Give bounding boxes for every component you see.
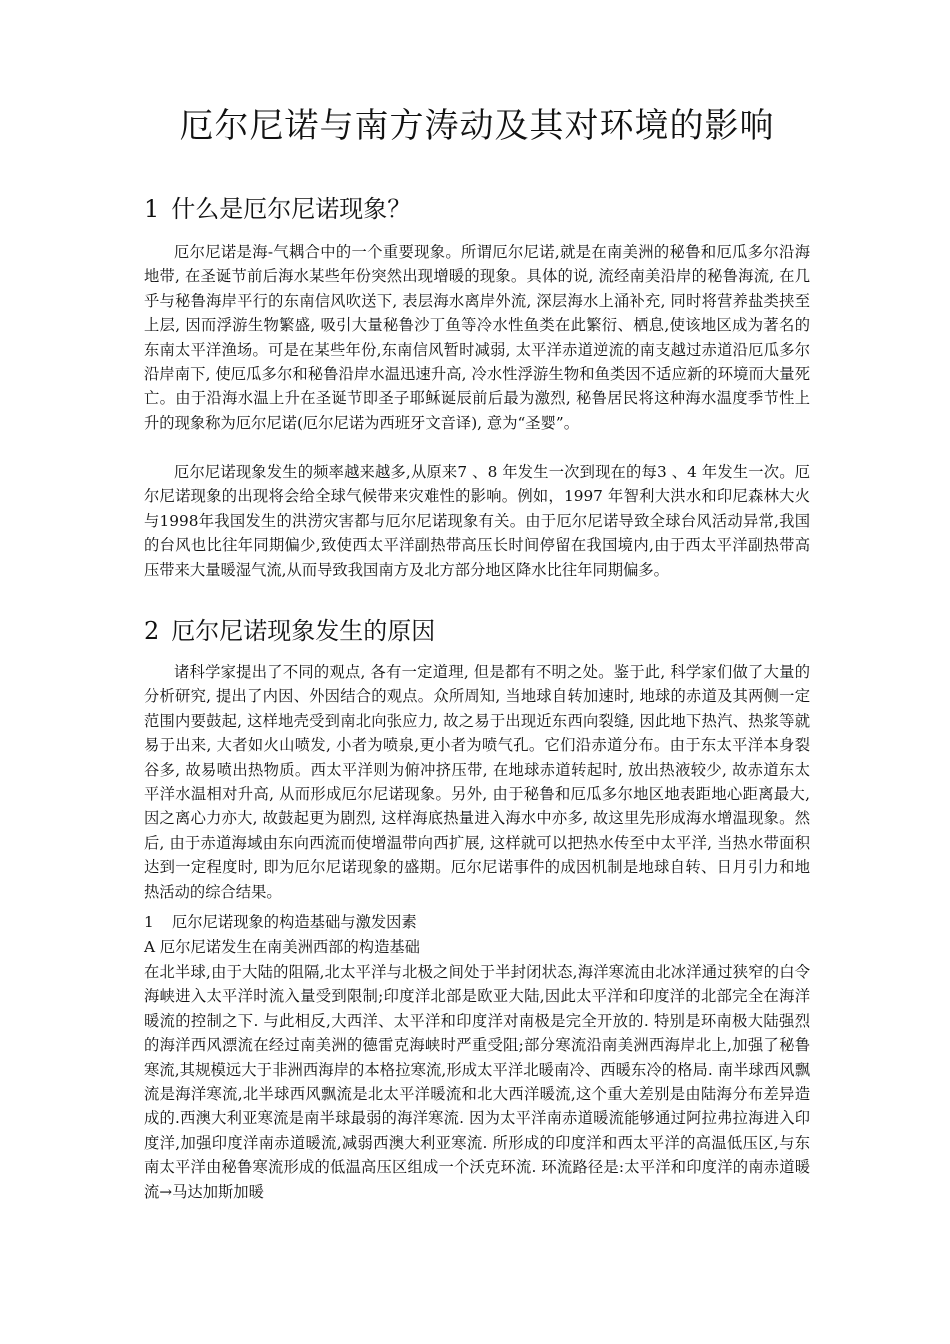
- section-2-paragraph: 诸科学家提出了不同的观点, 各有一定道理, 但是都有不明之处。鉴于此, 科学家们做了大量的分析研究, 提出了内因、外因结合的观点。众所周知, 当地球自转加速时, 地球的赤道及其两侧一定范围内要鼓起, 这样地壳受到南北向张应力, 故之易于出现近东西向裂缝, 因此地下热汽、热浆等就易于出来, 大者如火山喷发, 小者为喷泉,更小者为喷气孔。它们沿赤道分布。由于东太平洋本身裂谷多, 故易喷出热物质。西太平洋则为俯冲挤压带, 在地球赤道转起时, 放出热液较少, 故赤道东太平洋水温相对升高, 从而形成厄尔尼诺现象。另外, 由于秘鲁和厄瓜多尔地区地表距地心距离最大, 因之离心力亦大, 故鼓起更为剧烈, 这样海底热量进入海水中亦多, 故这里先形成海水增温现象。然后, 由于赤道海域由东向西流而使增温带向西扩展, 这样就可以把热水传至中太平洋, 当热水带面积达到一定程度时, 即为厄尔尼诺现象的盛期。厄尔尼诺事件的成因机制是地球自转、日月引力和地热活动的综合结果。: [144, 663, 810, 901]
- section-2-heading: [144, 614, 435, 648]
- document-title: 厄尔尼诺与南方涛动及其对环境的影响: [179, 106, 775, 146]
- section-1-title: 什么是厄尔尼诺现象？: [171, 195, 412, 223]
- section-1-paragraph-2: 厄尔尼诺现象发生的频率越来越多,从原来7 、8 年发生一次到现在的每3 、4 年发生一次。厄尔尼诺现象的出现将会给全球气候带来灾难性的影响。例如，1997 年智利大洪水和印尼森林大火与1998年我国发生的洪涝灾害都与厄尔尼诺现象有关。由于厄尔尼诺导致全球台风活动异常,我国的台风也比往年同期偏少,致使西太平洋副热带高压长时间停留在我国境内,由于西太平洋副热带高压带来大量暖湿气流,从而导致我国南方及北方部分地区降水比往年同期偏多。: [144, 463, 810, 579]
- section-2-title: 厄尔尼诺现象发生的原因: [171, 617, 436, 645]
- section-1-paragraph-1: 厄尔尼诺是海-气耦合中的一个重要现象。所谓厄尔尼诺,就是在南美洲的秘鲁和厄瓜多尔沿海地带, 在圣诞节前后海水某些年份突然出现增暖的现象。具体的说, 流经南美沿岸的秘鲁海流, 在几乎与秘鲁海岸平行的东南信风吹送下, 表层海水离岸外流, 深层海水上涌补充, 同时将营养盐类挟至上层, 因而浮游生物繁盛, 吸引大量秘鲁沙丁鱼等冷水性鱼类在此繁衍、栖息,使该地区成为著名的东南太平洋渔场。可是在某些年份,东南信风暂时减弱, 太平洋赤道逆流的南支越过赤道沿厄瓜多尔沿岸南下, 使厄瓜多尔和秘鲁沿岸水温迅速升高, 冷水性浮游生物和鱼类因不适应新的环境而大量死亡。由于沿海水温上升在圣诞节即圣子耶稣诞辰前后最为激烈, 秘鲁居民将这种海水温度季节性上升的现象称为厄尔尼诺(厄尔尼诺为西班牙文音译), 意为“圣婴”。: [144, 243, 810, 432]
- section-2-number: 2: [144, 617, 160, 645]
- subsection-heading: [144, 910, 810, 934]
- subsection-title: 厄尔尼诺现象的构造基础与激发因素: [172, 913, 417, 931]
- subsubsection-heading: A 厄尔尼诺发生在南美洲西部的构造基础: [144, 938, 420, 956]
- section-2-body: 在北半球,由于大陆的阻隔,北太平洋与北极之间处于半封闭状态,海洋寒流由北冰洋通过狭窄的白令海峡进入太平洋时流入量受到限制;印度洋北部是欧亚大陆,因此太平洋和印度洋的北部完全在海洋暖流的控制之下. 与此相反,大西洋、太平洋和印度洋对南极是完全开放的. 特别是环南极大陆强烈的海洋西风漂流在经过南美洲的德雷克海峡时严重受阻;部分寒流沿南美洲西海岸北上,加强了秘鲁寒流,其规模远大于非洲西海岸的本格拉寒流,形成太平洋北暖南冷、西暖东冷的格局. 南半球西风飘流是海洋寒流,北半球西风飘流是北太平洋暖流和北大西洋暖流,这个重大差别是由陆海分布差异造成的.西澳大利亚寒流是南半球最弱的海洋寒流. 因为太平洋南赤道暖流能够通过阿拉弗拉海进入印度洋,加强印度洋南赤道暖流,减弱西澳大利亚寒流. 所形成的印度洋和西太平洋的高温低压区,与东南太平洋由秘鲁寒流形成的低温高压区组成一个沃克环流. 环流路径是:太平洋和印度洋的南赤道暖流→马达加斯加暖: [144, 963, 810, 1201]
- subsection-number: 1: [144, 913, 154, 931]
- section-1-heading: [144, 192, 411, 226]
- section-1-number: 1: [144, 195, 160, 223]
